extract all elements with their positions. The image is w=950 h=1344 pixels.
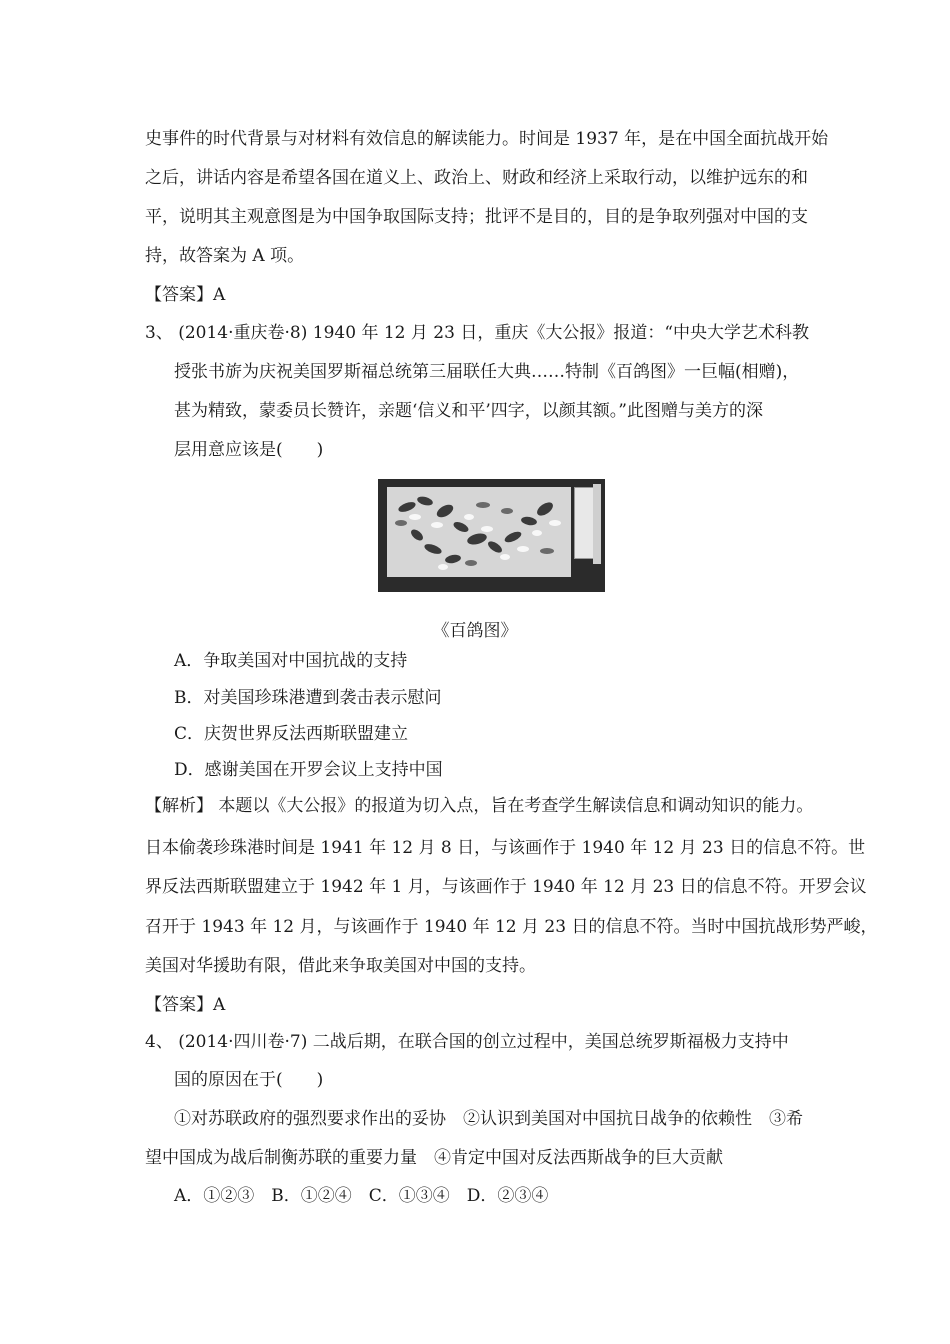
option-d: D．感谢美国在开罗会议上支持中国 [174,760,443,780]
painting-canvas [387,487,571,577]
answer-line: 【答案】A [145,285,226,305]
answer-line: 【答案】A [145,995,226,1015]
question-4-stem: 国的原因在于( ) [174,1070,324,1090]
question-4-items: ①对苏联政府的强烈要求作出的妥协 ②认识到美国对中国抗日战争的依赖性 ③希 [174,1109,803,1129]
analysis-line: 美国对华援助有限，借此来争取美国对中国的支持。 [145,956,536,976]
question-4-options: A．①②③ B．①②④ C．①③④ D．②③④ [174,1186,549,1206]
paragraph-line: 之后，讲话内容是希望各国在道义上、政治上、财政和经济上采取行动，以维护远东的和 [145,168,808,188]
painting-side-strip [593,484,601,564]
paragraph-line: 史事件的时代背景与对材料有效信息的解读能力。时间是 1937 年，是在中国全面抗战开始 [145,129,829,149]
question-4-stem: 4、 (2014·四川卷·7) 二战后期，在联合国的创立过程中，美国总统罗斯福极力支持中 [145,1032,789,1052]
option-c: C．庆贺世界反法西斯联盟建立 [174,724,409,744]
question-3-stem: 层用意应该是( ) [174,440,324,460]
question-3-stem: 甚为精致，蒙委员长赞许，亲题‘信义和平’四字，以颜其额。”此图赠与美方的深 [174,401,763,421]
analysis-line: 界反法西斯联盟建立于 1942 年 1 月，与该画作于 1940 年 12 月 23 日的信息不符。开罗会议 [145,877,867,897]
analysis-line: 【解析】 本题以《大公报》的报道为切入点，旨在考查学生解读信息和调动知识的能力。 [145,796,814,816]
option-a: A．争取美国对中国抗战的支持 [174,651,408,671]
paragraph-line: 平，说明其主观意图是为中国争取国际支持；批评不是目的，目的是争取列强对中国的支 [145,207,808,227]
question-3-stem: 3、 (2014·重庆卷·8) 1940 年 12 月 23 日，重庆《大公报》报道：“中央大学艺术科教 [145,323,810,343]
figure-caption: 《百鸽图》 [432,621,518,641]
analysis-line: 日本偷袭珍珠港时间是 1941 年 12 月 8 日，与该画作于 1940 年 12 月 23 日的信息不符。世 [145,838,866,858]
paragraph-line: 持，故答案为 A 项。 [145,246,305,266]
analysis-line: 召开于 1943 年 12 月，与该画作于 1940 年 12 月 23 日的信息不符。当时中国抗战形势严峻， [145,917,878,937]
option-b: B．对美国珍珠港遭到袭击表示慰问 [174,688,442,708]
question-4-items: 望中国成为战后制衡苏联的重要力量 ④肯定中国对反法西斯战争的巨大贡献 [145,1148,723,1168]
question-3-stem: 授张书旂为庆祝美国罗斯福总统第三届联任大典……特制《百鸽图》一巨幅(相赠)， [174,362,800,382]
doves-illustration [387,487,571,577]
hundred-doves-painting [378,479,605,592]
